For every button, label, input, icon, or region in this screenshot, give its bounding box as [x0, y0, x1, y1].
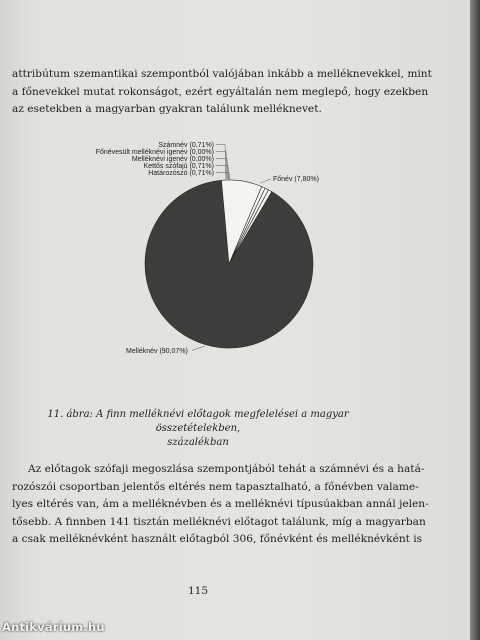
caption-line: százalékban [167, 437, 229, 448]
caption-line: 11. ábra: A finn melléknévi előtagok megfelelései a magyar összetételekben, [47, 409, 349, 434]
figure-caption [18, 408, 378, 450]
pie-label: Főnév (7,80%) [273, 176, 319, 183]
pie-label: Melléknév (90,07%) [126, 348, 188, 355]
pie-leader-line [216, 145, 226, 180]
pie-leader-line [192, 346, 205, 351]
pie-label: Kettős szófajú (0,71%) [143, 163, 214, 170]
body-paragraph [12, 461, 429, 549]
pie-leader-line [260, 179, 271, 183]
watermark-text: Antikvárium.hu [2, 620, 105, 634]
body-line: Az előtagok szófaji megoszlása szempontjából tehát a számnévi és a hatá- [28, 463, 425, 475]
page-number: 115 [187, 585, 209, 597]
body-line: lyes eltérés van, ám a melléknévben és a melléknévi típusúakban annál jelen- [12, 498, 429, 510]
body-line: tősebb. A finnben 141 tisztán melléknévi előtagot találunk, míg a magyarban [12, 515, 426, 528]
pie-label: Főnévesült melléknévi igenév (0,00%) [95, 149, 214, 156]
pie-slices [145, 180, 313, 348]
pie-label: Határozószó (0,71%) [148, 170, 214, 177]
intro-line: a főnevekkel mutat rokonságot, ezért egyáltalán nem meglepő, hogy ezekben [12, 85, 429, 98]
pie-label: Számnév (0,71%) [158, 142, 214, 149]
body-line: a csak melléknévként használt előtagból 306, főnévként és melléknévként is [12, 533, 423, 545]
pie-label: Melléknévi igenév (0,00%) [131, 156, 214, 163]
intro-line: az esetekben a magyarban gyakran találunk melléknevet. [12, 103, 322, 115]
body-line: rozószói csoportban jelentős eltérés nem tapasztalható, a főnévben valame- [12, 480, 419, 493]
intro-line: attribútum szemantikai szempontból valójában inkább a melléknevekkel, mint [12, 68, 432, 80]
